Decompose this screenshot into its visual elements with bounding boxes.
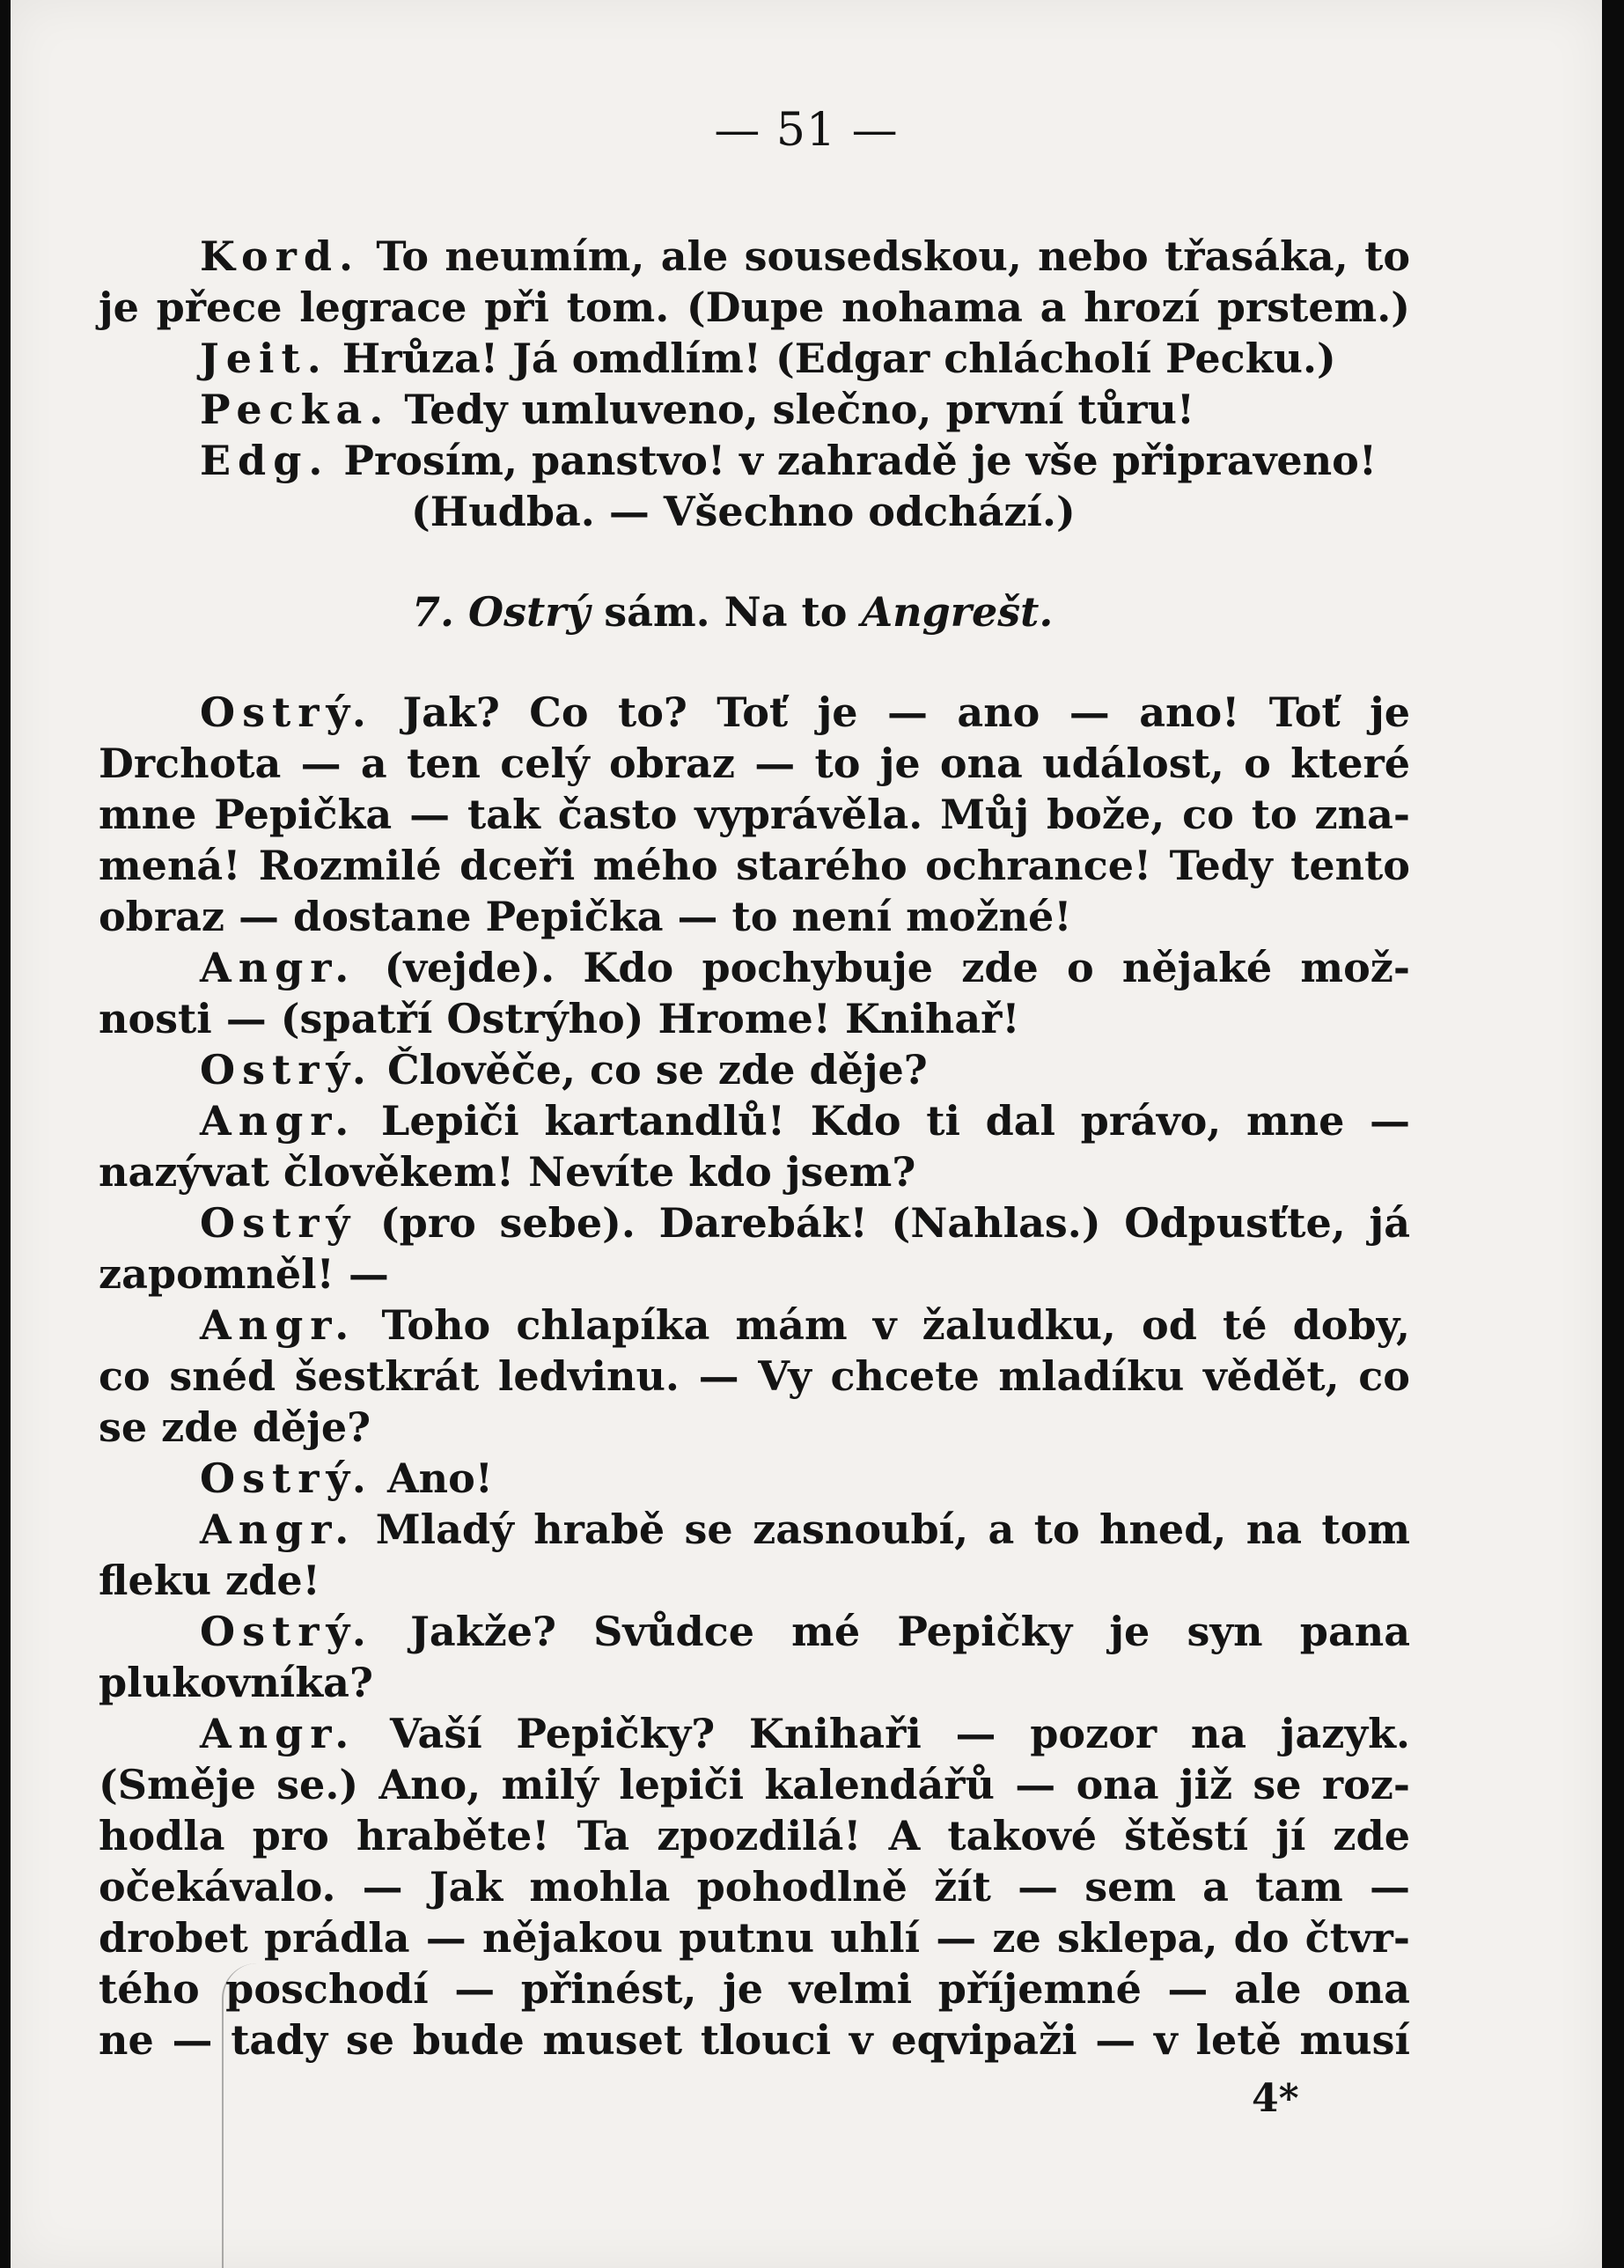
line-text: fleku zde! [99, 1557, 320, 1604]
text-line [99, 1197, 1410, 1248]
text-line [99, 1504, 1410, 1555]
line-text: mená! Rozmilé dceři mého starého ochrance! Tedy tento [99, 842, 1410, 889]
text-line [99, 1248, 1410, 1300]
line-text: Hrůza! Já omdlím! (Edgar chlácholí Pecku.) [342, 335, 1336, 382]
line-text: je přece legrace při tom. (Dupe nohama a hrozí prstem.) [99, 284, 1410, 331]
text-line [99, 1402, 1410, 1453]
text-line [99, 282, 1410, 333]
line-text: hodla pro hraběte! Ta zpozdilá! A takové štěstí jí zde [99, 1812, 1410, 1859]
page-text [99, 231, 1410, 2066]
text-line [99, 486, 1410, 537]
speaker-name: Kord. [200, 232, 361, 280]
speaker-name: Angr. [200, 1710, 356, 1757]
scan-smudge [222, 1963, 276, 2268]
signature-mark: 4* [1252, 2076, 1299, 2121]
line-text: Tedy umluveno, slečno, první tůru! [404, 386, 1195, 433]
text-line [99, 231, 1410, 282]
speaker-name: Ostrý. [200, 1046, 373, 1094]
speaker-name: Pecka. [200, 386, 391, 433]
text-line [99, 1044, 1410, 1095]
text-line [99, 1759, 1410, 1810]
speaker-name: Angr. [200, 944, 356, 991]
text-line [99, 1555, 1410, 1606]
text-line [99, 2014, 1410, 2066]
text-line [99, 891, 1410, 942]
text-line [99, 1861, 1410, 1912]
text-line [99, 789, 1410, 840]
line-text: tého poschodí — přinést, je velmi příjemné — ale ona [99, 1965, 1410, 2013]
text-line [99, 687, 1410, 738]
line-text: Ano! [386, 1454, 493, 1502]
text-line [99, 333, 1410, 384]
speaker-name: Angr. [200, 1301, 356, 1349]
line-text: Jak? Co to? Toť je — ano — ano! Toť je [402, 688, 1411, 736]
speaker-name: Angr. [200, 1097, 356, 1145]
line-text: Drchota — a ten celý obraz — to je ona událost, o které [99, 740, 1410, 787]
line-text: (Směje se.) Ano, milý lepiči kalendářů — ona již se roz- [99, 1761, 1410, 1808]
text-line [99, 1300, 1410, 1351]
line-text: Vaší Pepičky? Knihaři — pozor na jazyk. [390, 1710, 1410, 1757]
speaker-name: Angr. [200, 1506, 356, 1553]
dialogue-block [99, 231, 1410, 537]
line-text: ne — tady se bude muset tlouci v eqvipaži — v letě musí [99, 2016, 1410, 2064]
speaker-name: Ostrý. [200, 1608, 373, 1655]
line-text: (pro sebe). Darebák! (Nahlas.) Odpusťte, já [379, 1199, 1411, 1247]
speaker-name: Ostrý. [200, 688, 373, 736]
text-line [99, 1351, 1410, 1402]
line-text: nosti — (spatří Ostrýho) Hrome! Knihař! [99, 995, 1020, 1042]
line-text: (vejde). Kdo pochybuje zde o nějaké mož- [384, 944, 1410, 991]
line-text: Prosím, panstvo! v zahradě je vše připraveno! [343, 437, 1378, 484]
line-text: co snéd šestkrát ledvinu. — Vy chcete mladíku vědět, co [99, 1352, 1410, 1400]
line-text: zapomněl! — [99, 1250, 389, 1298]
text-line [99, 1657, 1410, 1708]
text-line [99, 1606, 1410, 1657]
text-line [99, 840, 1410, 891]
speaker-name: Ostrý. [200, 1454, 373, 1502]
line-text: nazývat člověkem! Nevíte kdo jsem? [99, 1148, 916, 1196]
speaker-name: Edg. [200, 437, 330, 484]
scene-character: Angrešt. [861, 588, 1054, 636]
line-text: Člověče, co se zde děje? [386, 1046, 928, 1094]
text-line [99, 993, 1410, 1044]
line-text: očekávalo. — Jak mohla pohodlně žít — sem a tam — [99, 1863, 1410, 1911]
text-line [99, 384, 1410, 435]
line-text: mne Pepička — tak často vyprávěla. Můj bože, co to zna- [99, 791, 1410, 838]
line-text: (Hudba. — Všechno odchází.) [411, 488, 1076, 535]
speaker-name: Jeit. [200, 335, 328, 382]
scene-heading [99, 586, 1410, 637]
text-line [99, 1146, 1410, 1197]
text-line [99, 1912, 1410, 1963]
line-text: Toho chlapíka mám v žaludku, od té doby, [381, 1301, 1410, 1349]
text-line [99, 435, 1410, 486]
line-text: obraz — dostane Pepička — to není možné! [99, 893, 1072, 940]
line-text: Jakže? Svůdce mé Pepičky je syn pana [410, 1608, 1411, 1655]
line-text: drobet prádla — nějakou putnu uhlí — ze sklepa, do čtvr- [99, 1914, 1410, 1962]
speaker-name: Ostrý [200, 1199, 357, 1247]
text-line [99, 1095, 1410, 1146]
line-text: se zde děje? [99, 1403, 371, 1451]
page-number: — 51 — [714, 104, 899, 157]
book-page [11, 0, 1602, 2268]
text-line [99, 1810, 1410, 1861]
scene-character: Ostrý [468, 588, 591, 636]
scene-connector: sám. Na to [604, 588, 848, 636]
line-text: Lepiči kartandlů! Kdo ti dal právo, mne — [380, 1097, 1410, 1145]
scene-number: 7. [412, 588, 455, 636]
dialogue-block [99, 687, 1410, 2066]
text-line [99, 738, 1410, 789]
text-line [99, 942, 1410, 993]
line-text: Mladý hrabě se zasnoubí, a to hned, na tom [375, 1506, 1411, 1553]
text-line [99, 1963, 1410, 2014]
text-line [99, 1708, 1410, 1759]
line-text: plukovníka? [99, 1659, 373, 1706]
line-text: To neumím, ale sousedskou, nebo třasáka, to [376, 232, 1411, 280]
text-line [99, 1453, 1410, 1504]
